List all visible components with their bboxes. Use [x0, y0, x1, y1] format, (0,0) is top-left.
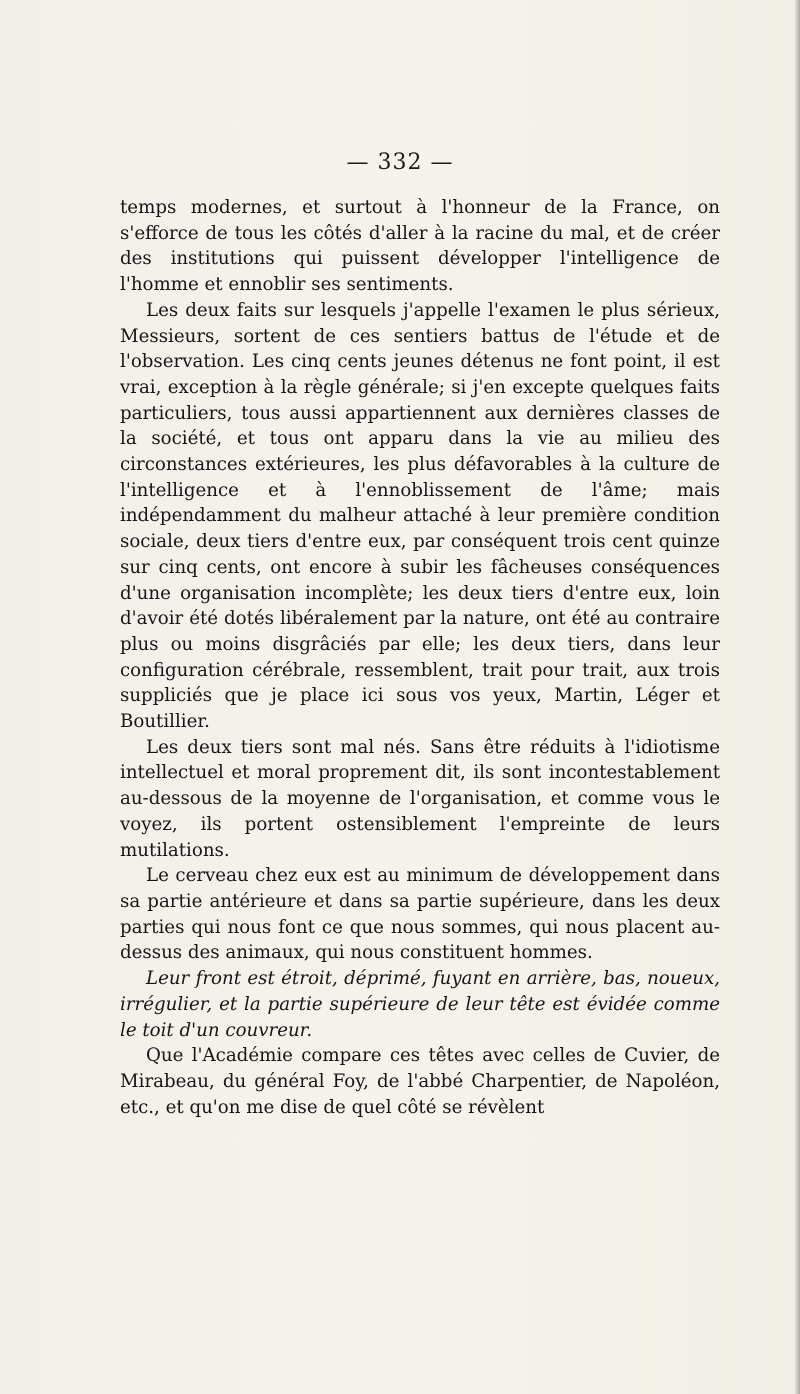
paragraph-3: Les deux tiers sont mal nés. Sans être réduits à l'idiotisme intellectuel et moral proprement dit, ils sont incontestablement au-dessous de la moyenne de l'organisation, et comme vous le voyez, ils portent ostensiblement l'empreinte de leurs mutilations. [120, 736, 720, 861]
paragraph-6: Que l'Académie compare ces têtes avec celles de Cuvier, de Mirabeau, du général Foy, de l'abbé Charpentier, de Napoléon, etc., et qu'on me dise de quel côté se révèlent [120, 1045, 720, 1118]
page-number: — 332 — [346, 150, 454, 175]
body-text [120, 195, 720, 1120]
paragraph-5-italic: Leur front est étroit, déprimé, fuyant en arrière, bas, noueux, irrégulier, et la partie supérieure de leur tête est évidée comme le toit d'un couvreur. [120, 968, 720, 1041]
paragraph-1: temps modernes, et surtout à l'honneur de la France, on s'efforce de tous les côtés d'aller à la racine du mal, et de créer des institutions qui puissent développer l'intelligence de l'homme et ennoblir ses sentiments. [120, 197, 720, 296]
page-edge-shadow [794, 0, 800, 1394]
paragraph-2: Les deux faits sur lesquels j'appelle l'examen le plus sérieux, Messieurs, sortent de ces sentiers battus de l'étude et de l'observation. Les cinq cents jeunes détenus ne font point, il est vrai, exception à la règle générale; si j'en excepte quelques faits particuliers, tous aussi appartiennent aux dernières classes de la société, et tous ont apparu dans la vie au milieu des circonstances extérieures, les plus défavorables à la culture de l'intelligence et à l'ennoblissement de l'âme; mais indépendamment du malheur attaché à leur première condition sociale, deux tiers d'entre eux, par conséquent trois cent quinze sur cinq cents, ont encore à subir les fâcheuses conséquences d'une organisation incomplète; les deux tiers d'entre eux, loin d'avoir été dotés libéralement par la nature, ont été au contraire plus ou moins disgrâciés par elle; les deux tiers, dans leur configuration cérébrale, ressemblent, trait pour trait, aux trois suppliciés que je place ici sous vos yeux, Martin, Léger et Boutillier. [120, 299, 720, 733]
paragraph-4: Le cerveau chez eux est au minimum de développement dans sa partie antérieure et dans sa partie supérieure, dans les deux parties qui nous font ce que nous sommes, qui nous placent au-dessus des animaux, qui nous constituent hommes. [120, 865, 720, 964]
